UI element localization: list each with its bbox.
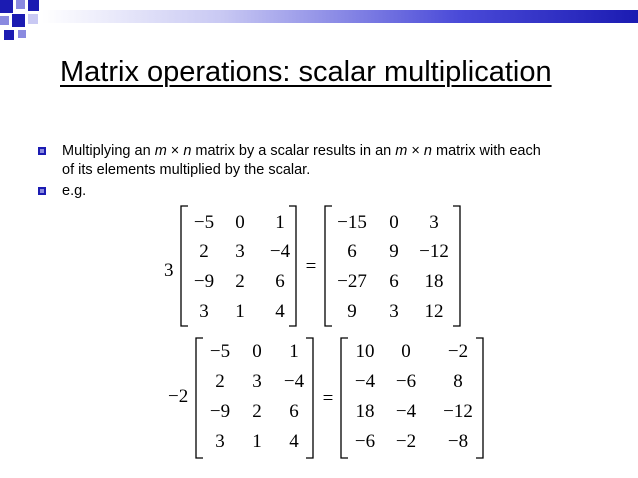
- matrix-cell: 3: [389, 301, 399, 322]
- slide-title: Matrix operations: scalar multiplication: [60, 56, 552, 88]
- matrix-cell: 1: [252, 431, 262, 452]
- matrix-cell: 2: [215, 371, 225, 392]
- bullet-text-part: matrix with each: [431, 143, 541, 159]
- equals-sign: =: [322, 388, 334, 409]
- math-times: ×: [407, 143, 424, 159]
- matrix-cell: 2: [235, 271, 245, 292]
- matrix-cell: −6: [395, 371, 417, 392]
- matrix-cell: −4: [283, 371, 305, 392]
- matrix-cell: 0: [389, 212, 399, 233]
- matrix-cell: −2: [447, 341, 469, 362]
- matrix-cell: 0: [401, 341, 411, 362]
- matrix-cell: 6: [347, 241, 357, 262]
- matrix-cell: 8: [453, 371, 463, 392]
- bullet-list: [38, 142, 618, 203]
- equation-1: [164, 206, 460, 326]
- matrix-cell: 18: [355, 401, 375, 422]
- right-bracket: [306, 338, 313, 458]
- matrix-cell: −6: [354, 431, 376, 452]
- matrix-cell: 3: [252, 371, 262, 392]
- matrix-cell: 9: [347, 301, 357, 322]
- matrix-cell: 4: [289, 431, 299, 452]
- matrix-cell: 1: [289, 341, 299, 362]
- right-bracket: [289, 206, 296, 326]
- matrix-cell: 3: [235, 241, 245, 262]
- bullet-text: e.g.: [62, 183, 87, 199]
- math-times: ×: [166, 143, 184, 159]
- bullet-item-example: [38, 182, 618, 201]
- matrix-cell: −2: [395, 431, 417, 452]
- matrix-cell: 6: [289, 401, 299, 422]
- matrix-cell: −4: [395, 401, 417, 422]
- right-bracket: [476, 338, 483, 458]
- matrix-cell: 2: [252, 401, 262, 422]
- scalar: 3: [164, 260, 174, 281]
- matrix-cell: −8: [447, 431, 469, 452]
- bullet-text-part: matrix by a scalar results in an: [191, 143, 396, 159]
- matrix-cell: 3: [429, 212, 439, 233]
- right-bracket: [453, 206, 460, 326]
- square-bullet-icon: [38, 187, 46, 195]
- matrix-cell: −4: [354, 371, 376, 392]
- matrix-cell: −15: [337, 212, 367, 233]
- matrix-cell: −12: [443, 401, 473, 422]
- left-bracket: [325, 206, 332, 326]
- matrix-cell: 3: [199, 301, 209, 322]
- math-m: m: [395, 143, 408, 159]
- matrix-cell: 4: [275, 301, 285, 322]
- bullet-text-line2: of its elements multiplied by the scalar.: [62, 162, 311, 178]
- matrix-cell: −4: [269, 241, 291, 262]
- equals-sign: =: [305, 256, 317, 277]
- matrix-cell: −9: [193, 271, 215, 292]
- left-bracket: [181, 206, 188, 326]
- matrix-cell: 3: [215, 431, 225, 452]
- matrix-cell: 6: [275, 271, 285, 292]
- matrix-cell: −27: [337, 271, 367, 292]
- square-bullet-icon: [38, 147, 46, 155]
- matrix-cell: 12: [424, 301, 444, 322]
- math-n: n: [183, 143, 192, 159]
- matrix-cell: 18: [424, 271, 444, 292]
- matrix-cell: 1: [235, 301, 245, 322]
- matrix-cell: 0: [252, 341, 262, 362]
- scalar: −2: [168, 386, 189, 407]
- matrix-cell: 2: [199, 241, 209, 262]
- bullet-item-definition: [38, 142, 618, 180]
- matrix-cell: −5: [209, 341, 231, 362]
- matrix-cell: −12: [419, 241, 449, 262]
- decorative-gradient-bar: [42, 10, 638, 23]
- matrix-cell: 10: [355, 341, 375, 362]
- matrix-cell: −9: [209, 401, 231, 422]
- equation-2: [168, 338, 483, 458]
- bullet-text-part: Multiplying an: [62, 143, 155, 159]
- left-bracket: [341, 338, 348, 458]
- matrix-cell: 6: [389, 271, 399, 292]
- math-n: n: [423, 143, 432, 159]
- matrix-cell: −5: [193, 212, 215, 233]
- matrix-cell: 9: [389, 241, 399, 262]
- math-m: m: [154, 143, 167, 159]
- matrix-cell: 1: [275, 212, 285, 233]
- matrix-cell: 0: [235, 212, 245, 233]
- left-bracket: [196, 338, 203, 458]
